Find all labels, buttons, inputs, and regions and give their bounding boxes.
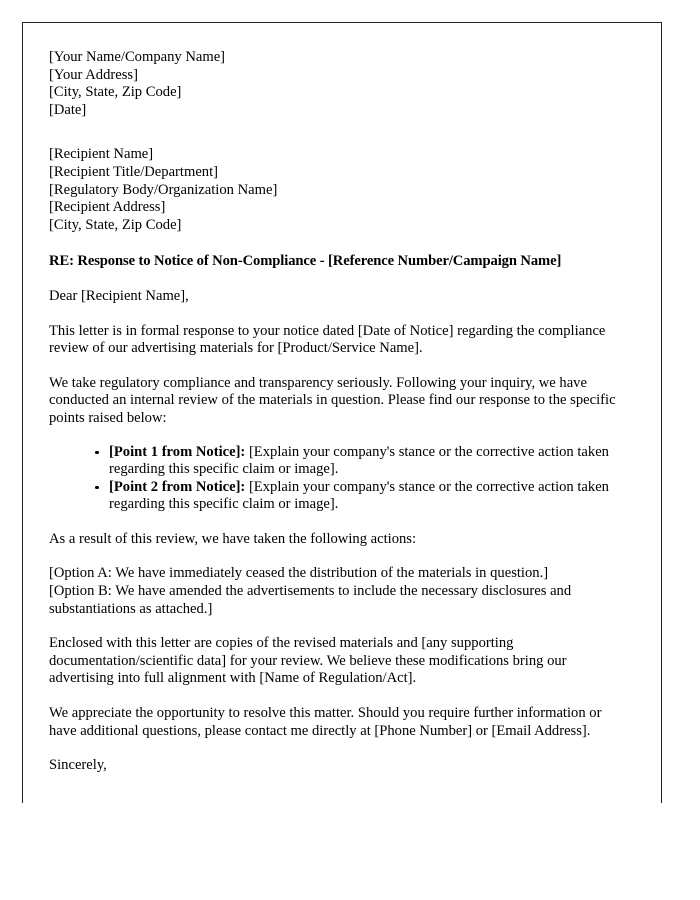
sender-address-block — [49, 49, 621, 119]
paragraph-internal-review: We take regulatory compliance and transparency seriously. Following your inquiry, we have conducted an internal review of the materials in question. Please find our response to the specific points raised below: — [49, 374, 616, 426]
spacer-before-paragraph-3 — [49, 514, 621, 531]
point-lead: [Point 1 from Notice]: — [109, 443, 246, 460]
point-body: [Explain your company's stance or the corrective action taken regarding this specific claim or image]. — [109, 443, 609, 478]
paragraph-actions-intro: As a result of this review, we have taken the following actions: — [49, 530, 417, 547]
bullet-icon — [95, 451, 99, 455]
spacer-before-points — [49, 428, 621, 444]
address-block-spacer — [49, 119, 621, 146]
recipient-line-address: [Recipient Address] — [49, 199, 166, 216]
spacer-before-options — [49, 548, 621, 565]
spacer-before-subject — [49, 234, 621, 252]
document-page — [22, 22, 662, 803]
recipient-line-title: [Recipient Title/Department] — [49, 163, 219, 180]
recipient-address-block — [49, 146, 621, 234]
sender-line-name: [Your Name/Company Name] — [49, 49, 226, 65]
notice-points-list — [49, 444, 621, 514]
sender-line-date: [Date] — [49, 101, 87, 118]
list-item — [95, 479, 621, 514]
spacer-before-paragraph-5 — [49, 688, 621, 705]
option-b: [Option B: We have amended the advertisements to include the necessary disclosures and substantiations as attached.] — [49, 583, 572, 617]
salutation: Dear [Recipient Name], — [49, 287, 189, 304]
recipient-line-organization: [Regulatory Body/Organization Name] — [49, 181, 278, 198]
options-block — [49, 565, 621, 618]
sender-line-address: [Your Address] — [49, 66, 138, 83]
spacer-before-paragraph-2 — [49, 358, 621, 375]
list-item — [95, 444, 621, 479]
subject-line: RE: Response to Notice of Non-Compliance - [Reference Number/Campaign Name] — [49, 253, 562, 270]
point-lead: [Point 2 from Notice]: — [109, 478, 246, 495]
spacer-before-paragraph-4 — [49, 618, 621, 635]
closing-salutation: Sincerely, — [49, 757, 107, 774]
paragraph-contact: We appreciate the opportunity to resolve this matter. Should you require further information or have additional questions, please contact me directly at [Phone Number] or [Email Address]. — [49, 705, 602, 739]
recipient-line-city: [City, State, Zip Code] — [49, 216, 182, 233]
paragraph-enclosures: Enclosed with this letter are copies of the revised materials and [any supporting documentation/scientific data] for your review. We believe these modifications bring our advertising into full alignment with [Name of Regulation/Act]. — [49, 635, 567, 687]
point-body: [Explain your company's stance or the corrective action taken regarding this specific claim or image]. — [109, 478, 609, 513]
spacer-before-paragraph-1 — [49, 306, 621, 323]
paragraph-response-intro: This letter is in formal response to your notice dated [Date of Notice] regarding the compliance review of our advertising materials for [Product/Service Name]. — [49, 322, 606, 357]
letter-body — [23, 23, 661, 775]
spacer-before-salutation — [49, 271, 621, 288]
sender-line-city: [City, State, Zip Code] — [49, 84, 182, 101]
option-a: [Option A: We have immediately ceased the distribution of the materials in question.] — [49, 565, 549, 582]
bullet-icon — [95, 486, 99, 490]
recipient-line-name: [Recipient Name] — [49, 146, 154, 163]
spacer-before-closing — [49, 740, 621, 757]
